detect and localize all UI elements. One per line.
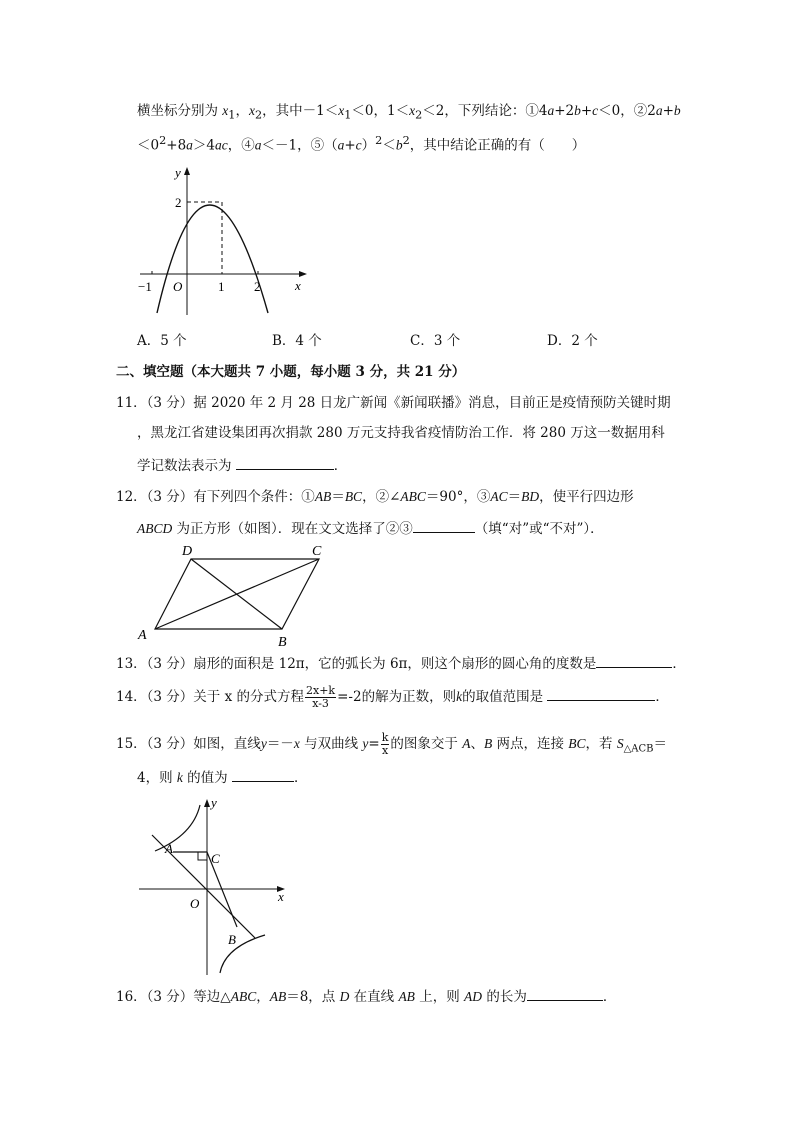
label-c: C (211, 851, 220, 866)
tick-x-1: 1 (218, 279, 225, 294)
parabola-curve (157, 205, 268, 313)
q11-answer-blank[interactable] (236, 455, 334, 470)
label-x: x (278, 889, 284, 904)
q15-fraction: $\frac{k}{x}$ (381, 731, 389, 757)
x-axis-arrow (299, 271, 307, 277)
q11-line1: 11．（3 分）据 2020 年 2 月 28 日龙广新闻《新闻联播》消息，目前正是疫情预防关键时期 (116, 395, 671, 411)
q15-line1: 15．（3 分）如图，直线y＝－x 与双曲线 y= $\frac{k}{x}$ 的图象交于 A、B 两点，连接 BC，若 $S_{\triangle ACB}=$ (116, 731, 668, 757)
q16-line: 16．（3 分）等边△ABC，AB＝8，点 D 在直线 AB 上，则 AD 的长为 ． (116, 986, 616, 1007)
q10-line2: $<0^2+8a>4ac$，④a＜－1，$⑤(a+c)^2<b^2$，其中结论正确的有（ ） (137, 134, 586, 154)
q16-answer-blank[interactable] (527, 986, 603, 1001)
q12-answer-blank[interactable] (413, 518, 475, 533)
label-a: A (165, 841, 173, 856)
q10-option-c[interactable]: C．3 个 (410, 333, 461, 349)
q10-option-b[interactable]: B．4 个 (272, 333, 322, 349)
diagonal-bd (191, 559, 282, 629)
q14-line: 14．（3 分）关于 x 的分式方程 $\frac{2x+k}{x-3}$ =-2的解为正数，则k的取值范围是 ． (116, 684, 669, 710)
q10-parabola-graph (135, 163, 315, 318)
origin-label: O (173, 279, 183, 294)
q13-line: 13．（3 分）扇形的面积是 12π，它的弧长为 6π，则这个扇形的圆心角的度数是 ． (116, 653, 686, 674)
q15-line2: 4，则 k 的值为 ． (137, 767, 307, 788)
section2-title: 二、填空题（本大题共 7 小题，每小题 3 分，共 21 分） (116, 364, 466, 380)
q15-hyperbola-figure (135, 795, 295, 980)
label-c: C (312, 544, 322, 559)
q12-line1: 12．（3 分）有下列四个条件：①AB＝BC，②∠ABC＝90°，③AC＝BD，使平行四边形 (116, 489, 634, 505)
label-a: A (138, 628, 147, 643)
q10-line1: 横坐标分别为 $x_1$，$x_2$，其中$-1<x_1<0$，$1<x_2<2$，下列结论：①4a+2b+c＜0，②2a+b (137, 103, 681, 122)
q14-fraction: $\frac{2x+k}{x-3}$ (306, 684, 336, 710)
q12-line2: ABCD 为正方形（如图）．现在文文选择了②③ （填“对”或“不对”）． (137, 518, 604, 539)
right-angle-mark (198, 852, 207, 860)
hyperbola-right (220, 935, 265, 973)
q14-answer-blank[interactable] (547, 686, 655, 701)
tick-y-2: 2 (175, 195, 182, 210)
label-b: B (278, 635, 287, 650)
q13-answer-blank[interactable] (596, 653, 672, 668)
q12-parallelogram-figure (135, 540, 335, 650)
x-label: x (295, 278, 301, 293)
y-axis-arrow (204, 799, 210, 807)
label-y: y (211, 795, 217, 810)
q11-line3: 学记数法表示为 ． (137, 455, 347, 476)
label-d: D (182, 544, 193, 559)
q10-option-d[interactable]: D．2 个 (547, 333, 598, 349)
label-o: O (190, 896, 200, 911)
q11-line2: ，黑龙江省建设集团再次捐款 280 万元支持我省疫情防治工作．将 280 万这一数据用科 (137, 425, 665, 441)
tick-x-neg1: −1 (138, 279, 152, 294)
q10-option-a[interactable]: A．5 个 (137, 333, 187, 349)
label-b: B (228, 932, 236, 947)
q15-answer-blank[interactable] (232, 767, 294, 782)
y-axis-arrow (184, 167, 190, 175)
tick-x-2: 2 (254, 279, 261, 294)
y-label: y (175, 165, 181, 180)
